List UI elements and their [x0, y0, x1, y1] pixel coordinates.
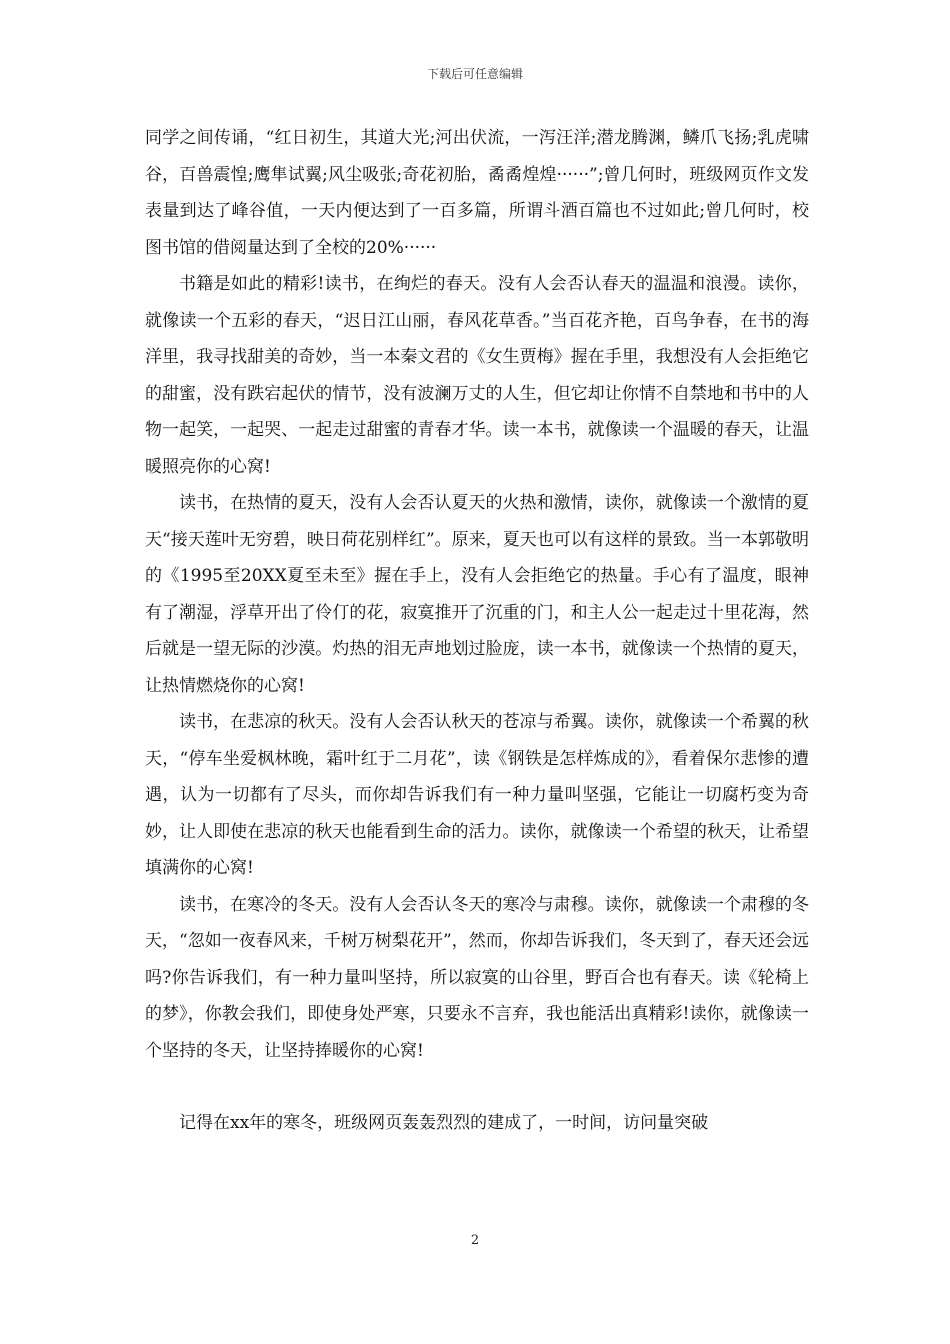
paragraph-continuation: 同学之间传诵，“红日初生，其道大光;河出伏流，一泻汪洋;潜龙腾渊，鳞爪飞扬;乳虎啸谷，百兽震惶;鹰隼试翼;风尘吸张;奇花初胎，矞矞煌煌······”;曾几何时，班级网页作文发表量到达了峰谷值，一天内便达到了一百多篇，所谓斗酒百篇也不过如此;曾几何时，校图书馆的借阅量达到了全校的20%······ — [145, 128, 809, 258]
paragraph-winter: 读书，在寒冷的冬天。没有人会否认冬天的寒冷与肃穆。读你，就像读一个肃穆的冬天，“忽如一夜春风来，千树万树梨花开”，然而，你却告诉我们，冬天到了，春天还会远吗?你告诉我们，有一种力量叫坚持，所以寂寞的山谷里，野百合也有春天。读《轮椅上的梦》，你教会我们，即使身处严寒，只要永不言弃，我也能活出真精彩!读你，就像读一个坚持的冬天，让坚持捧暖你的心窝! — [145, 894, 809, 1061]
paragraph-autumn: 读书，在悲凉的秋天。没有人会否认秋天的苍凉与希翼。读你，就像读一个希翼的秋天，“停车坐爱枫林晚，霜叶红于二月花”，读《钢铁是怎样炼成的》，看着保尔悲惨的遭遇，认为一切都有了尽头，而你却告诉我们有一种力量叫坚强，它能让一切腐朽变为奇妙，让人即使在悲凉的秋天也能看到生命的活力。读你，就像读一个希望的秋天，让希望填满你的心窝! — [145, 712, 809, 878]
paragraph-memory: 记得在xx年的寒冬，班级网页轰轰烈烈的建成了，一时间，访问量突破 — [179, 1113, 709, 1133]
paragraph-spring: 书籍是如此的精彩!读书，在绚烂的春天。没有人会否认春天的温温和浪漫。读你，就像读一个五彩的春天，“迟日江山丽，春风花草香。”当百花齐艳，百鸟争春，在书的海洋里，我寻找甜美的奇妙，当一本秦文君的《女生贾梅》握在手里，我想没有人会拒绝它的甜蜜，没有跌宕起伏的情节，没有波澜万丈的人生，但它却让你情不自禁地和书中的人物一起笑，一起哭、一起走过甜蜜的青春才华。读一本书，就像读一个温暖的春天，让温暖照亮你的心窝! — [145, 274, 809, 477]
page-number: 2 — [470, 1233, 480, 1248]
page-header: 下载后可任意编辑 — [426, 67, 523, 81]
document-body — [145, 120, 809, 1142]
paragraph-summer: 读书，在热情的夏天，没有人会否认夏天的火热和激情，读你，就像读一个激情的夏天“接天莲叶无穷碧，映日荷花别样红”。原来，夏天也可以有这样的景致。当一本郭敬明的《1995至20XX夏至未至》握在手上，没有人会拒绝它的热量。手心有了温度，眼神有了潮湿，浮草开出了伶仃的花，寂寞推开了沉重的门，和主人公一起走过十里花海，然后就是一望无际的沙漠。灼热的泪无声地划过脸庞，读一本书，就像读一个热情的夏天，让热情燃烧你的心窝! — [145, 493, 809, 696]
